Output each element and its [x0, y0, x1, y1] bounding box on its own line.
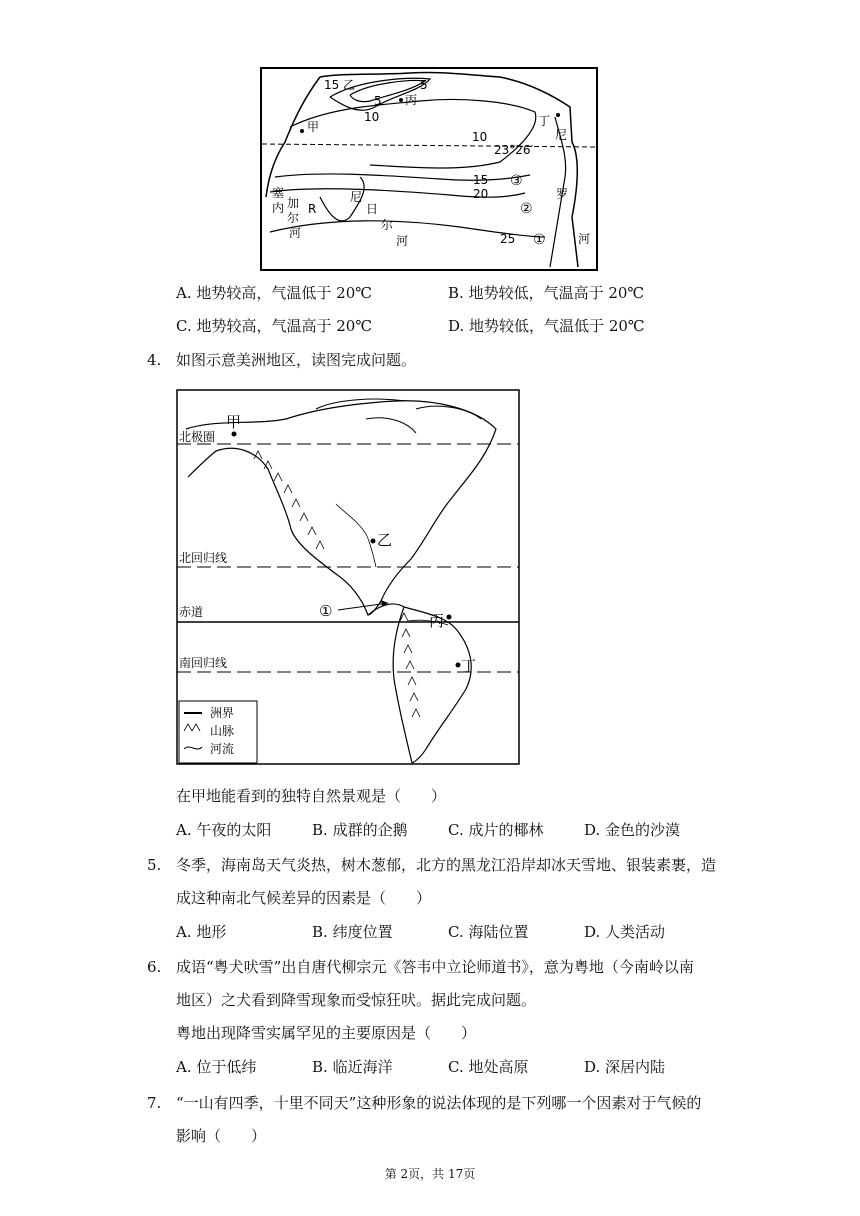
isotherm-label: 15: [324, 78, 340, 92]
option-text: 成群的企鹅: [332, 821, 408, 839]
q3-option-c[interactable]: [176, 316, 372, 336]
q6-option-a[interactable]: [176, 1057, 256, 1077]
option-letter: C.: [448, 923, 464, 941]
option-letter: D.: [584, 923, 601, 941]
place-label: 河: [289, 226, 302, 240]
circle-label: ③: [510, 173, 523, 189]
isotherm-label: 10: [472, 130, 488, 144]
question-number: 6.: [147, 958, 162, 976]
isotherm-label: 20: [473, 187, 489, 201]
place-label: 罗: [556, 187, 569, 201]
question-text: 在甲地能看到的独特自然景观是（ ）: [176, 787, 447, 805]
option-text: 人类活动: [605, 923, 666, 941]
option-letter: A.: [176, 284, 192, 302]
latitude-label: 北极圈: [179, 430, 216, 444]
point-label: 丙: [429, 612, 445, 630]
place-label: 丙: [405, 93, 418, 107]
isotherm-label: 5: [420, 78, 428, 92]
q4-option-b[interactable]: [312, 820, 408, 840]
question-stem: 成这种南北气候差异的因素是（ ）: [176, 889, 432, 907]
option-text: 地形: [196, 923, 227, 941]
circle-label: ②: [520, 201, 533, 217]
option-letter: A.: [176, 923, 192, 941]
page-footer: 第 2页，共 17页: [384, 1167, 476, 1181]
q3-option-d[interactable]: [448, 316, 645, 336]
point-label: 乙: [377, 531, 393, 549]
point-label: 丁: [461, 657, 477, 675]
point-label: 甲: [226, 413, 242, 431]
option-text: 地势较高，气温低于 20℃: [196, 284, 373, 302]
option-letter: D.: [448, 317, 465, 335]
question-stem: 如图示意美洲地区，读图完成问题。: [176, 351, 417, 369]
place-label: 丁: [538, 114, 551, 128]
option-text: 海陆位置: [468, 923, 529, 941]
isotherm-label: 5: [374, 94, 382, 108]
place-label: 加: [287, 196, 300, 210]
q6-option-c[interactable]: [448, 1057, 529, 1077]
marker-label: ①: [319, 602, 333, 620]
option-letter: A.: [176, 1058, 192, 1076]
q5-option-d[interactable]: [584, 922, 665, 942]
option-text: 临近海洋: [332, 1058, 393, 1076]
place-label: 尔: [381, 218, 394, 232]
q6-option-d[interactable]: [584, 1057, 665, 1077]
isotherm-map: [260, 67, 598, 271]
isotherm-label: 10: [364, 110, 380, 124]
question-text: 粤地出现降雪实属罕见的主要原因是（ ）: [176, 1024, 477, 1042]
question-stem: 地区）之犬看到降雪现象而受惊狂吠。据此完成问题。: [176, 991, 537, 1009]
option-letter: C.: [448, 821, 464, 839]
option-letter: B.: [312, 923, 328, 941]
option-text: 地势较高，气温高于 20℃: [196, 317, 373, 335]
americas-map: [176, 389, 520, 765]
place-label: R: [308, 202, 317, 216]
option-letter: B.: [312, 1058, 328, 1076]
place-label: 尔: [287, 211, 300, 225]
latitude-label: 南回归线: [179, 656, 228, 670]
question-stem: 冬季，海南岛天气炎热，树木葱郁，北方的黑龙江沿岸却冰天雪地、银装素裹，造: [176, 856, 717, 874]
q3-option-a[interactable]: [176, 283, 372, 303]
latitude-label: 北回归线: [179, 551, 228, 565]
q5-option-a[interactable]: [176, 922, 226, 942]
option-text: 金色的沙漠: [605, 821, 681, 839]
option-text: 午夜的太阳: [196, 821, 272, 839]
option-letter: B.: [312, 821, 328, 839]
q4-option-d[interactable]: [584, 820, 680, 840]
option-letter: C.: [448, 1058, 464, 1076]
place-label: 乙: [343, 78, 356, 92]
q5-option-c[interactable]: [448, 922, 529, 942]
place-label: 甲: [307, 120, 320, 134]
option-text: 位于低纬: [196, 1058, 257, 1076]
question-stem: 成语“粤犬吠雪”出自唐代柳宗元《答韦中立论师道书》，意为粤地（今南岭以南: [176, 958, 694, 976]
isotherm-label: 25: [500, 232, 516, 246]
question-number: 4.: [147, 351, 162, 369]
americas-map-svg: [176, 389, 520, 765]
circle-label: ①: [533, 232, 546, 248]
latitude-label: 赤道: [179, 605, 204, 619]
tropic-label: 23°26′: [494, 143, 534, 157]
option-text: 地处高原: [468, 1058, 529, 1076]
option-letter: C.: [176, 317, 192, 335]
question-number: 5.: [147, 856, 162, 874]
legend-label: 山脉: [210, 724, 235, 738]
isotherm-label: 15: [473, 173, 489, 187]
question-stem: “一山有四季，十里不同天”这种形象的说法体现的是下列哪一个因素对于气候的: [176, 1094, 702, 1112]
question-stem: 影响（ ）: [176, 1127, 267, 1145]
q4-option-c[interactable]: [448, 820, 544, 840]
q4-option-a[interactable]: [176, 820, 271, 840]
option-text: 深居内陆: [605, 1058, 666, 1076]
legend-label: 河流: [210, 742, 235, 756]
option-letter: B.: [448, 284, 464, 302]
legend-label: 洲界: [210, 706, 235, 720]
place-label: 日: [366, 202, 379, 216]
place-label: 尼: [555, 128, 568, 142]
option-letter: A.: [176, 821, 192, 839]
place-label: 尼: [350, 190, 363, 204]
option-text: 成片的椰林: [468, 821, 544, 839]
option-letter: D.: [584, 1058, 601, 1076]
q6-option-b[interactable]: [312, 1057, 393, 1077]
question-number: 7.: [147, 1094, 162, 1112]
option-text: 纬度位置: [332, 923, 393, 941]
isotherm-map-svg: [260, 67, 598, 271]
option-text: 地势较低，气温低于 20℃: [469, 317, 645, 335]
place-label: 塞: [272, 186, 285, 200]
option-letter: D.: [584, 821, 601, 839]
option-text: 地势较低，气温高于 20℃: [468, 284, 645, 302]
place-label: 河: [578, 232, 591, 246]
q3-option-b[interactable]: [448, 283, 644, 303]
place-label: 河: [396, 234, 409, 248]
place-label: 内: [272, 201, 285, 215]
q5-option-b[interactable]: [312, 922, 393, 942]
